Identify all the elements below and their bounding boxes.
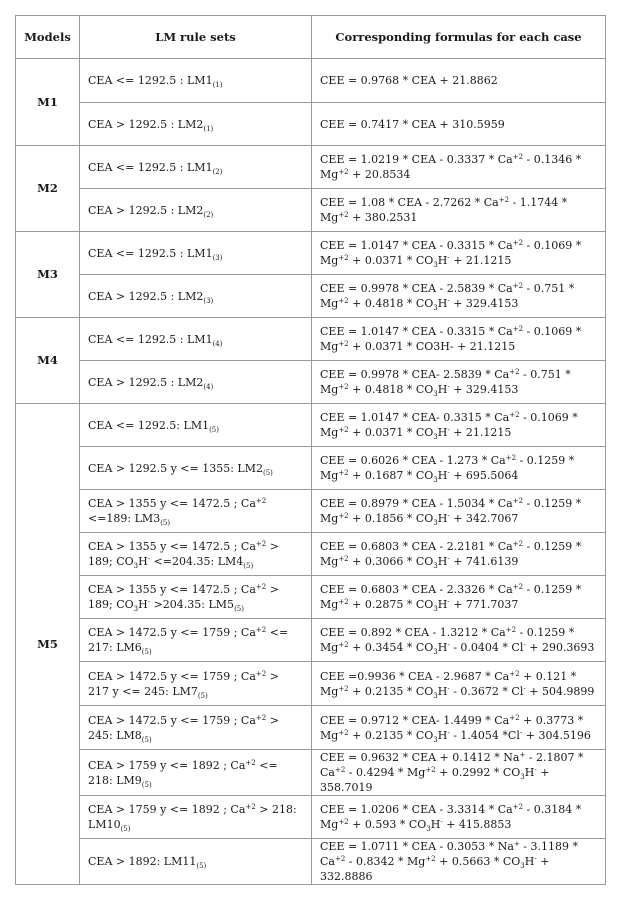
table-row bbox=[16, 275, 606, 318]
subscript: 3 bbox=[433, 735, 438, 744]
superscript: +2 bbox=[512, 282, 524, 290]
text-fragment: CEA > 1292.5 y <= 1355: LM2 bbox=[88, 461, 263, 475]
text-fragment: H bbox=[524, 855, 535, 868]
formula-cell bbox=[312, 750, 606, 796]
superscript: - bbox=[447, 641, 450, 649]
subscript: (3) bbox=[203, 296, 214, 305]
formula-cell bbox=[312, 447, 606, 490]
superscript: +2 bbox=[338, 684, 349, 693]
text-fragment: H bbox=[524, 766, 535, 779]
superscript: +2 bbox=[505, 626, 517, 634]
text-fragment: CEE = 0.9768 * CEA + 21.8862 bbox=[320, 74, 498, 87]
text-fragment: - 0.1259 * Mg bbox=[320, 454, 575, 482]
subscript: 3 bbox=[433, 390, 438, 398]
superscript: - bbox=[147, 598, 151, 606]
formula-cell bbox=[312, 103, 606, 146]
text-fragment: CEA <= 1292.5 : LM1 bbox=[88, 246, 213, 260]
superscript: - bbox=[447, 469, 450, 477]
rule-cell bbox=[80, 232, 312, 275]
text-fragment: - 0.1069 * Mg bbox=[320, 239, 582, 267]
text-fragment: + 380.2531 bbox=[348, 211, 418, 224]
table-row bbox=[16, 189, 606, 232]
text-fragment: + 21.1215 bbox=[449, 254, 512, 267]
subscript: (1) bbox=[203, 124, 214, 133]
superscript: +2 bbox=[509, 411, 520, 419]
text-fragment: CEA <= 1292.5 : LM1 bbox=[88, 160, 213, 174]
superscript: +2 bbox=[338, 254, 349, 262]
text-fragment: > 218: LM10 bbox=[88, 803, 297, 831]
text-fragment: + 504.9899 bbox=[525, 684, 595, 698]
superscript: +2 bbox=[512, 239, 524, 247]
text-fragment: - 0.751 * Mg bbox=[320, 282, 575, 310]
text-fragment: CEE = 0.6026 * CEA - 1.273 * Ca bbox=[320, 454, 506, 467]
text-fragment: H bbox=[437, 383, 448, 396]
formula-cell bbox=[312, 662, 606, 706]
superscript: +2 bbox=[512, 540, 524, 548]
table-row bbox=[16, 103, 606, 146]
text-fragment: - 0.1069 * Mg bbox=[320, 411, 578, 439]
formula-cell bbox=[312, 189, 606, 232]
text-fragment: CEA > 1472.5 y <= 1759 ; Ca bbox=[88, 626, 256, 639]
text-fragment: <=204.35: LM4 bbox=[150, 555, 244, 568]
table-row bbox=[16, 576, 606, 619]
text-fragment: CEE = 0.7417 * CEA + 310.5959 bbox=[320, 117, 505, 131]
table-row bbox=[16, 619, 606, 662]
superscript: +2 bbox=[245, 803, 256, 811]
superscript: +2 bbox=[245, 758, 256, 767]
text-fragment: + 358.7019 bbox=[320, 766, 550, 794]
rule-cell bbox=[80, 750, 312, 796]
text-fragment: H bbox=[430, 818, 441, 831]
text-fragment: H bbox=[437, 598, 448, 611]
text-fragment: H bbox=[437, 426, 448, 439]
text-fragment: CEE = 0.9978 * CEA- 2.5839 * Ca bbox=[320, 368, 510, 381]
subscript: (2) bbox=[212, 167, 223, 176]
text-fragment: CEA > 1355 y <= 1472.5 ; Ca bbox=[88, 583, 256, 596]
text-fragment: CEA > 1472.5 y <= 1759 ; Ca bbox=[88, 713, 256, 727]
subscript: 3 bbox=[433, 304, 438, 312]
text-fragment: CEE = 0.9978 * CEA - 2.5839 * Ca bbox=[320, 282, 513, 295]
text-fragment: - 1.4054 *Cl bbox=[449, 728, 520, 742]
table-row bbox=[16, 404, 606, 447]
text-fragment: CEE = 0.6803 * CEA - 2.2181 * Ca bbox=[320, 540, 513, 553]
text-fragment: CEE = 1.0147 * CEA - 0.3315 * Ca bbox=[320, 239, 513, 252]
text-fragment: CEA > 1292.5 : LM2 bbox=[88, 289, 204, 303]
superscript: +2 bbox=[338, 818, 349, 826]
rule-cell bbox=[80, 103, 312, 146]
superscript: +2 bbox=[338, 297, 349, 305]
formula-cell bbox=[312, 706, 606, 750]
rule-cell bbox=[80, 533, 312, 576]
subscript: (5) bbox=[141, 780, 152, 789]
superscript: - bbox=[447, 383, 450, 391]
superscript: +2 bbox=[334, 766, 346, 774]
subscript: 3 bbox=[520, 862, 525, 870]
text-fragment: CEE = 1.0219 * CEA - 0.3337 * Ca bbox=[320, 153, 513, 166]
superscript: - bbox=[447, 728, 450, 737]
superscript: - bbox=[447, 684, 450, 693]
formula-cell bbox=[312, 533, 606, 576]
rule-cell bbox=[80, 839, 312, 885]
superscript: +2 bbox=[338, 426, 349, 434]
superscript: +2 bbox=[509, 669, 520, 678]
text-fragment: CEE = 0.6803 * CEA - 2.3326 * Ca bbox=[320, 583, 513, 596]
text-fragment: > 189; CO bbox=[88, 540, 279, 568]
rule-cell bbox=[80, 361, 312, 404]
text-fragment: <=189: LM3 bbox=[88, 512, 161, 525]
text-fragment: H bbox=[437, 297, 448, 310]
text-fragment: + 329.4153 bbox=[449, 383, 519, 396]
text-fragment: CEA > 1472.5 y <= 1759 ; Ca bbox=[88, 669, 256, 683]
superscript: + bbox=[513, 840, 520, 848]
superscript: +2 bbox=[338, 469, 349, 477]
subscript: (3) bbox=[212, 253, 223, 262]
formula-cell bbox=[312, 839, 606, 885]
rule-cell bbox=[80, 447, 312, 490]
text-fragment: H bbox=[437, 469, 448, 482]
model-cell: M4 bbox=[16, 318, 80, 404]
text-fragment: + 0.0371 * CO bbox=[348, 254, 434, 267]
superscript: - bbox=[523, 641, 526, 649]
text-fragment: CEE = 0.892 * CEA - 1.3212 * Ca bbox=[320, 626, 506, 639]
text-fragment: + 290.3693 bbox=[525, 641, 595, 654]
superscript: +2 bbox=[338, 512, 349, 520]
superscript: +2 bbox=[338, 641, 349, 649]
text-fragment: - 0.1259 * Mg bbox=[320, 540, 582, 568]
text-fragment: <= 217: LM6 bbox=[88, 626, 289, 654]
subscript: (5) bbox=[197, 691, 208, 700]
subscript: (5) bbox=[196, 862, 207, 870]
rule-cell bbox=[80, 404, 312, 447]
superscript: + bbox=[519, 751, 526, 759]
superscript: +2 bbox=[338, 555, 349, 563]
subscript: (2) bbox=[203, 210, 214, 219]
subscript: (1) bbox=[212, 81, 223, 89]
superscript: +2 bbox=[512, 803, 524, 811]
formula-cell bbox=[312, 361, 606, 404]
rule-cell bbox=[80, 706, 312, 750]
superscript: +2 bbox=[338, 598, 349, 606]
text-fragment: - 0.4294 * Mg bbox=[345, 766, 426, 779]
formula-cell bbox=[312, 796, 606, 839]
rule-cell bbox=[80, 796, 312, 839]
superscript: - bbox=[534, 855, 537, 863]
superscript: - bbox=[534, 766, 537, 774]
text-fragment: + 329.4153 bbox=[449, 297, 519, 310]
text-fragment: CEE =0.9936 * CEA - 2.9687 * Ca bbox=[320, 669, 510, 683]
text-fragment: + 21.1215 bbox=[449, 426, 512, 439]
subscript: 3 bbox=[426, 825, 431, 833]
subscript: (5) bbox=[120, 825, 131, 833]
subscript: (5) bbox=[141, 735, 152, 744]
superscript: +2 bbox=[512, 583, 524, 591]
text-fragment: <= 218: LM9 bbox=[88, 758, 278, 787]
superscript: +2 bbox=[338, 383, 349, 391]
text-fragment: H bbox=[437, 728, 448, 742]
rule-cell bbox=[80, 490, 312, 533]
subscript: 3 bbox=[433, 605, 438, 613]
text-fragment: CEE = 0.9632 * CEA + 0.1412 * Na bbox=[320, 751, 520, 764]
table-row bbox=[16, 447, 606, 490]
text-fragment: CEE = 1.0206 * CEA - 3.3314 * Ca bbox=[320, 803, 513, 816]
subscript: 3 bbox=[433, 519, 438, 527]
superscript: - bbox=[447, 426, 450, 434]
subscript: 3 bbox=[133, 562, 139, 570]
text-fragment: + 342.7067 bbox=[449, 512, 519, 525]
text-fragment: - 0.8342 * Mg bbox=[345, 855, 426, 868]
superscript: - bbox=[523, 684, 526, 693]
text-fragment: - 0.1346 * Mg bbox=[320, 153, 582, 181]
text-fragment: - 1.1744 * Mg bbox=[320, 196, 568, 224]
text-fragment: + 0.593 * CO bbox=[348, 818, 427, 831]
rule-cell bbox=[80, 59, 312, 103]
text-fragment: - 0.1069 * Mg bbox=[320, 325, 582, 353]
table-row bbox=[16, 796, 606, 839]
text-fragment: + 0.2992 * CO bbox=[435, 766, 521, 779]
rule-cell bbox=[80, 576, 312, 619]
text-fragment: + 695.5064 bbox=[449, 469, 519, 482]
model-cell: M1 bbox=[16, 59, 80, 146]
text-fragment: + 0.2135 * CO bbox=[348, 684, 434, 698]
text-fragment: - 0.0404 * Cl bbox=[449, 641, 524, 654]
text-fragment: + 0.3066 * CO bbox=[348, 555, 434, 568]
superscript: +2 bbox=[512, 325, 524, 333]
superscript: - bbox=[147, 555, 151, 563]
text-fragment: - 0.1259 * Mg bbox=[320, 497, 582, 525]
table-row bbox=[16, 232, 606, 275]
text-fragment: - 3.1189 * Ca bbox=[320, 840, 579, 868]
subscript: (5) bbox=[234, 605, 244, 613]
header-formulas: Corresponding formulas for each case bbox=[312, 16, 606, 59]
text-fragment: + 771.7037 bbox=[449, 598, 519, 611]
rule-cell bbox=[80, 275, 312, 318]
text-fragment: CEA > 1355 y <= 1472.5 ; Ca bbox=[88, 540, 256, 553]
superscript: +2 bbox=[425, 855, 436, 863]
superscript: +2 bbox=[338, 728, 349, 737]
formula-cell bbox=[312, 318, 606, 361]
text-fragment: H bbox=[138, 598, 148, 611]
formula-cell bbox=[312, 232, 606, 275]
rule-cell bbox=[80, 189, 312, 232]
text-fragment: + 0.3773 * Mg bbox=[320, 713, 584, 742]
text-fragment: - 0.1259 * Mg bbox=[320, 626, 575, 654]
text-fragment: + 0.0371 * CO3H- + 21.1215 bbox=[348, 340, 516, 353]
subscript: 3 bbox=[133, 605, 139, 613]
table-row bbox=[16, 490, 606, 533]
text-fragment: > 217 y <= 245: LM7 bbox=[88, 669, 279, 698]
text-fragment: + 0.4818 * CO bbox=[348, 383, 434, 396]
text-fragment: CEE = 0.9712 * CEA- 1.4499 * Ca bbox=[320, 713, 510, 727]
text-fragment: + 0.5663 * CO bbox=[435, 855, 521, 868]
text-fragment: H bbox=[437, 254, 448, 267]
superscript: +2 bbox=[255, 669, 267, 678]
text-fragment: CEE = 1.0711 * CEA - 0.3053 * Na bbox=[320, 840, 514, 853]
text-fragment: CEA <= 1292.5: LM1 bbox=[88, 418, 210, 432]
superscript: +2 bbox=[509, 368, 520, 376]
superscript: - bbox=[519, 728, 523, 737]
superscript: +2 bbox=[338, 168, 349, 176]
formula-cell bbox=[312, 404, 606, 447]
formula-cell bbox=[312, 59, 606, 103]
superscript: +2 bbox=[255, 713, 267, 722]
superscript: +2 bbox=[505, 454, 517, 462]
text-fragment: - 0.1259 * Mg bbox=[320, 583, 582, 611]
table-row bbox=[16, 839, 606, 885]
rule-cell bbox=[80, 318, 312, 361]
superscript: - bbox=[447, 512, 450, 520]
text-fragment: CEA > 1759 y <= 1892 ; Ca bbox=[88, 803, 246, 816]
text-fragment: + 0.1687 * CO bbox=[348, 469, 434, 482]
text-fragment: + 0.2135 * CO bbox=[348, 728, 434, 742]
text-fragment: + 415.8853 bbox=[442, 818, 512, 831]
text-fragment: + 20.8534 bbox=[348, 168, 411, 181]
text-fragment: H bbox=[437, 684, 448, 698]
text-fragment: H bbox=[437, 512, 448, 525]
superscript: +2 bbox=[334, 855, 346, 863]
subscript: 3 bbox=[520, 773, 525, 781]
text-fragment: CEA > 1292.5 : LM2 bbox=[88, 117, 204, 131]
text-fragment: + 0.0371 * CO bbox=[348, 426, 434, 439]
model-cell: M5 bbox=[16, 404, 80, 885]
subscript: 3 bbox=[433, 691, 438, 700]
superscript: +2 bbox=[498, 196, 510, 204]
text-fragment: > 189; CO bbox=[88, 583, 279, 611]
subscript: (4) bbox=[212, 339, 223, 348]
formula-cell bbox=[312, 146, 606, 189]
formula-cell bbox=[312, 576, 606, 619]
text-fragment: + 0.121 * Mg bbox=[320, 669, 577, 698]
subscript: (5) bbox=[263, 468, 273, 477]
text-fragment: H bbox=[437, 641, 448, 654]
table-row bbox=[16, 533, 606, 576]
table-row bbox=[16, 318, 606, 361]
text-fragment: + 0.2875 * CO bbox=[348, 598, 434, 611]
superscript: +2 bbox=[512, 153, 524, 161]
text-fragment: CEA <= 1292.5 : LM1 bbox=[88, 74, 213, 87]
superscript: - bbox=[447, 297, 450, 305]
table-row bbox=[16, 59, 606, 103]
text-fragment: - 0.3184 * Mg bbox=[320, 803, 582, 831]
header-models: Models bbox=[16, 16, 80, 59]
superscript: +2 bbox=[512, 497, 524, 505]
rule-cell bbox=[80, 619, 312, 662]
model-cell: M3 bbox=[16, 232, 80, 318]
superscript: +2 bbox=[255, 497, 267, 505]
subscript: 3 bbox=[433, 261, 438, 269]
text-fragment: CEA > 1292.5 : LM2 bbox=[88, 203, 204, 217]
text-fragment: CEA > 1892: LM11 bbox=[88, 855, 197, 868]
superscript: +2 bbox=[338, 340, 349, 348]
table-row bbox=[16, 706, 606, 750]
table-row bbox=[16, 750, 606, 796]
table-row bbox=[16, 662, 606, 706]
table-row bbox=[16, 146, 606, 189]
text-fragment: + 332.8886 bbox=[320, 855, 550, 883]
formula-cell bbox=[312, 275, 606, 318]
text-fragment: CEA > 1355 y <= 1472.5 ; Ca bbox=[88, 497, 256, 510]
rule-cell bbox=[80, 146, 312, 189]
formula-cell bbox=[312, 619, 606, 662]
subscript: 3 bbox=[433, 562, 438, 570]
superscript: +2 bbox=[255, 583, 267, 591]
model-cell: M2 bbox=[16, 146, 80, 232]
subscript: 3 bbox=[433, 476, 438, 484]
text-fragment: CEE = 1.0147 * CEA - 0.3315 * Ca bbox=[320, 325, 513, 338]
header-lm-rule-sets: LM rule sets bbox=[80, 16, 312, 59]
subscript: 3 bbox=[433, 433, 438, 441]
text-fragment: CEA > 1292.5 : LM2 bbox=[88, 375, 204, 389]
text-fragment: CEA <= 1292.5 : LM1 bbox=[88, 332, 213, 346]
text-fragment: H bbox=[437, 555, 448, 568]
text-fragment: + 304.5196 bbox=[522, 728, 591, 742]
superscript: +2 bbox=[425, 766, 436, 774]
header-row bbox=[16, 16, 606, 59]
text-fragment: H bbox=[138, 555, 148, 568]
superscript: - bbox=[447, 555, 450, 563]
text-fragment: > 245: LM8 bbox=[88, 713, 279, 742]
subscript: (5) bbox=[160, 519, 171, 527]
table-row bbox=[16, 361, 606, 404]
text-fragment: - 0.751 * Mg bbox=[320, 368, 571, 396]
text-fragment: + 0.4818 * CO bbox=[348, 297, 434, 310]
formula-cell bbox=[312, 490, 606, 533]
text-fragment: + 741.6139 bbox=[449, 555, 519, 568]
text-fragment: CEE = 0.8979 * CEA - 1.5034 * Ca bbox=[320, 497, 513, 510]
superscript: - bbox=[447, 254, 450, 262]
subscript: (5) bbox=[141, 648, 152, 656]
text-fragment: - 0.3672 * Cl bbox=[449, 684, 524, 698]
subscript: 3 bbox=[433, 648, 438, 656]
text-fragment: - 2.1807 * Ca bbox=[320, 751, 584, 779]
text-fragment: + 0.1856 * CO bbox=[348, 512, 434, 525]
text-fragment: CEA > 1759 y <= 1892 ; Ca bbox=[88, 758, 246, 772]
superscript: +2 bbox=[338, 211, 349, 219]
subscript: (5) bbox=[243, 562, 254, 570]
subscript: (5) bbox=[209, 425, 219, 434]
rule-cell bbox=[80, 662, 312, 706]
text-fragment: CEE = 1.0147 * CEA- 0.3315 * Ca bbox=[320, 411, 510, 424]
superscript: - bbox=[447, 598, 450, 606]
superscript: +2 bbox=[255, 626, 267, 634]
superscript: - bbox=[440, 818, 443, 826]
text-fragment: + 0.3454 * CO bbox=[348, 641, 434, 654]
subscript: (4) bbox=[203, 382, 214, 391]
superscript: +2 bbox=[509, 713, 520, 722]
text-fragment: CEE = 1.08 * CEA - 2.7262 * Ca bbox=[320, 196, 499, 209]
rules-table bbox=[15, 15, 606, 885]
table-body bbox=[16, 59, 606, 885]
text-fragment: >204.35: LM5 bbox=[150, 598, 235, 611]
superscript: +2 bbox=[255, 540, 267, 548]
